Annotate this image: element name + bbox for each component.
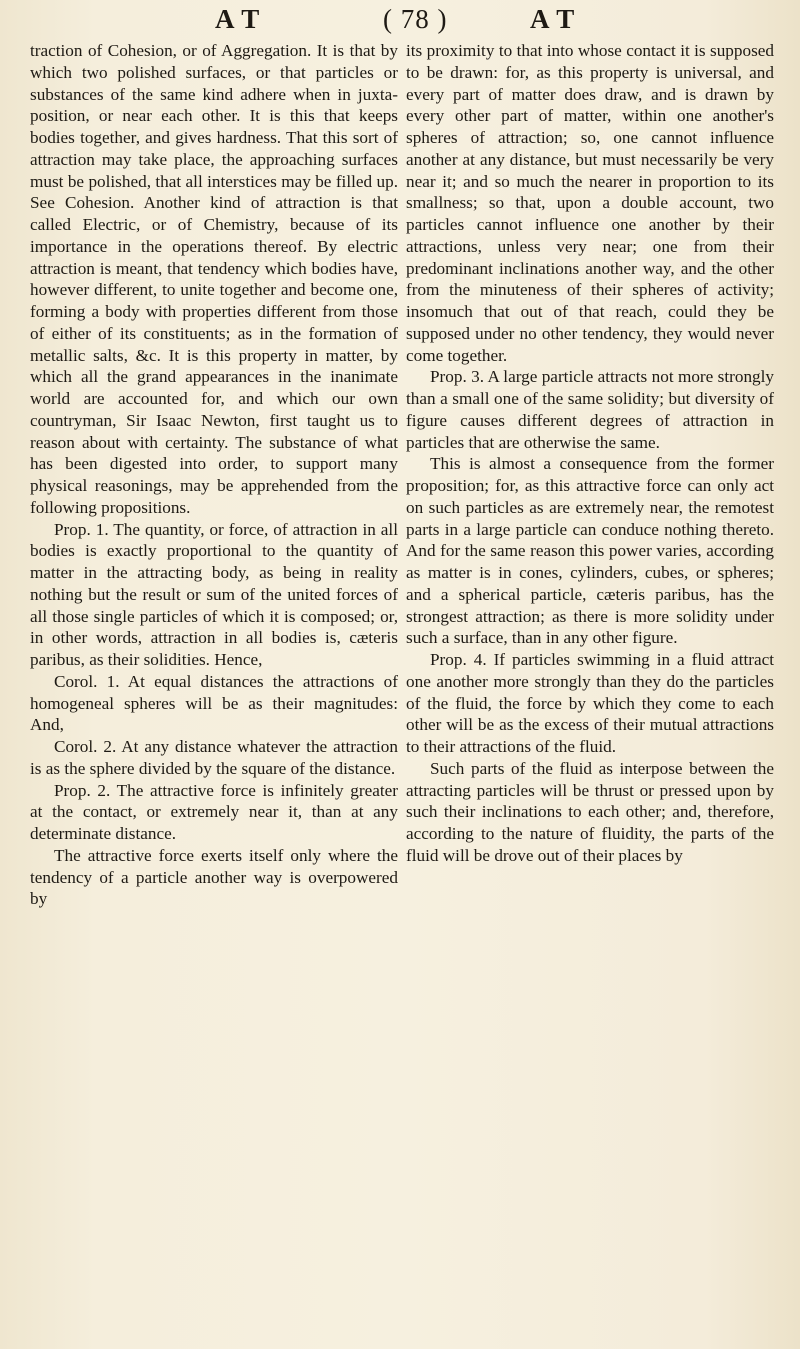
paragraph: its proximity to that into whose contact it is supposed to be drawn: for, as this property is universal, and every part of matter does draw, and is drawn by every other part of matter, within one another's spheres of attraction; so, one cannot influence another at any distance, but must necessarily be very near it; and so much the nearer in proportion to its smallness; so that, upon a double account, two particles cannot influence one another by their attractions, unless very near; one from their predominant inclinations another way, and the other from the minuteness of their spheres of activity; insomuch that out of that reach, could they be supposed under no other tendency, they would never come together. [406,41,774,365]
running-head-left: A T [215,4,261,34]
running-head [0,4,800,44]
running-head-right: A T [530,4,576,34]
paragraph: Prop. 4. If particles swimming in a fluid attract one another more strongly than they do the particles of the fluid, the force by which they come to each other will be as the excess of their mutual attractions to their attractions of the fluid. [406,650,774,756]
page-number: ( 78 ) [383,4,448,34]
left-column [30,40,398,910]
paragraph: The attractive force exerts itself only where the tendency of a particle another way is overpowered by [30,845,398,909]
paragraph: This is almost a consequence from the former proposition; for, as this attractive force can only act on such particles as are extremely near, the remotest parts in a large particle can conduce nothing thereto. And for the same reason this power varies, according as matter is in cones, cylinders, cubes, or spheres; and a spherical particle, cæteris paribus, has the strongest attraction; as there is more solidity under such a surface, than in any other figure. [406,454,774,648]
paragraph: Prop. 2. The attractive force is infinitely greater at the contact, or extremely near it, than at any determinate distance. [30,780,398,843]
paragraph: Prop. 3. A large particle attracts not more strongly than a small one of the same solidity; but diversity of figure causes different degrees of attraction in particles that are otherwise the same. [406,367,774,452]
paragraph: Corol. 1. At equal distances the attractions of homogeneal spheres will be as their magnitudes: And, [30,671,398,735]
right-column [406,40,774,867]
paragraph: Prop. 1. The quantity, or force, of attraction in all bodies is exactly proportional to the quantity of matter in the attracting body, as being in reality nothing but the result or sum of the united forces of all those single particles of which it is composed; or, in other words, attraction in all bodies is, cæteris paribus, as their solidities. Hence, [30,519,398,669]
paragraph: Such parts of the fluid as interpose between the attracting particles will be thrust or pressed upon by such their inclinations to each other; and, therefore, according to the nature of fluidity, the parts of the fluid will be drove out of their places by [406,758,774,865]
paragraph: traction of Cohesion, or of Aggregation. It is that by which two polished surfaces, or that particles or substances of the same kind adhere when in juxta-position, or near each other. It is this that keeps bodies together, and gives hardness. That this sort of attraction may take place, the approaching surfaces must be polished, that all interstices may be filled up. See Cohesion. Another kind of attraction is that called Electric, or of Chemistry, because of its importance in the operations thereof. By electric attraction is meant, that tendency which bodies have, however different, to unite together and become one, forming a body with properties different from those of either of its constituents; as in the formation of metallic salts, &c. It is this property in matter, by which all the grand appearances in the inanimate world are accounted for, and which our own countryman, Sir Isaac Newton, first taught us to reason about with certainty. The substance of what has been digested into order, to support many physical reasonings, may be apprehended from the following propositions. [30,41,398,517]
paragraph: Corol. 2. At any distance whatever the attraction is as the sphere divided by the square of the distance. [30,737,398,778]
